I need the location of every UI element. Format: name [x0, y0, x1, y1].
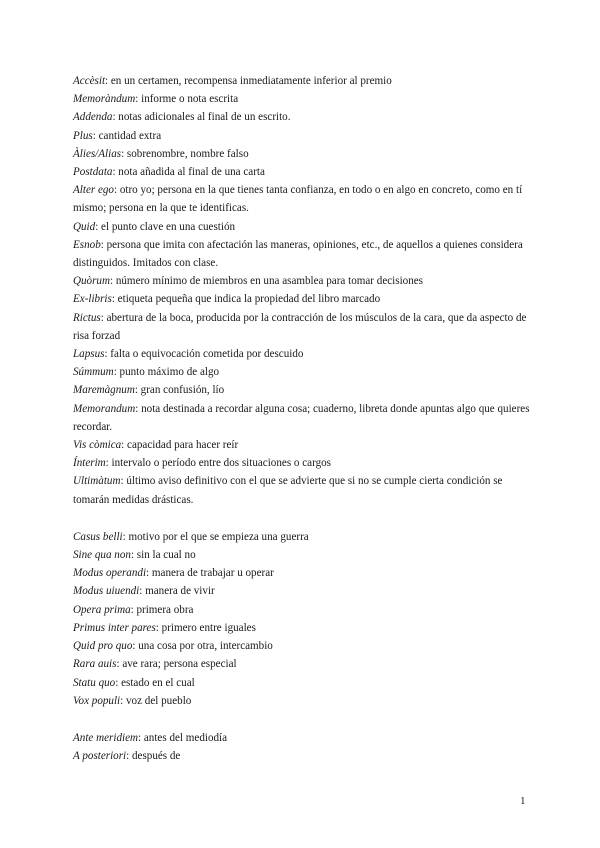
glossary-entry: [73, 655, 533, 673]
section-spacer: [73, 710, 533, 729]
entry-definition: : voz del pueblo: [120, 694, 192, 707]
entry-term: Maremàgnum: [73, 384, 135, 397]
entry-term: Alter ego: [73, 184, 114, 197]
glossary-entry: [73, 729, 533, 747]
glossary-entry: [73, 472, 533, 508]
entry-term: Memorandum: [73, 402, 136, 415]
glossary-entry: [73, 72, 533, 90]
entry-definition: : manera de vivir: [139, 585, 215, 598]
entry-term: Súmmum: [73, 366, 114, 379]
entry-definition: : el punto clave en una cuestión: [95, 220, 236, 233]
glossary-entry: [73, 546, 533, 564]
glossary-entry: [73, 145, 533, 163]
entry-definition: : intervalo o período entre dos situaciones o cargos: [105, 457, 331, 470]
entry-definition: : nota destinada a recordar alguna cosa; cuaderno, libreta donde apuntas algo que quieres recordar.: [73, 402, 530, 433]
entry-term: Ultimàtum: [73, 475, 121, 488]
entry-definition: : una cosa por otra, intercambio: [132, 640, 273, 653]
entry-term: Casus belli: [73, 530, 123, 543]
entry-definition: : antes del mediodía: [138, 731, 228, 744]
glossary-entry: [73, 345, 533, 363]
entry-definition: : último aviso definitivo con el que se advierte que si no se cumple cierta condición se tomarán medidas drásticas.: [73, 475, 503, 506]
glossary-entry: [73, 108, 533, 126]
entry-definition: : capacidad para hacer reír: [121, 439, 239, 452]
glossary-section-2: [73, 528, 533, 710]
glossary-entry: [73, 127, 533, 145]
entry-definition: : número mínimo de miembros en una asamblea para tomar decisiones: [109, 275, 423, 288]
glossary-entry: [73, 637, 533, 655]
entry-term: Esnob: [73, 238, 101, 251]
entry-term: Ante meridiem: [73, 731, 139, 744]
entry-term: Accèsit: [73, 75, 106, 87]
entry-term: Quid: [73, 220, 96, 233]
glossary-entry: [73, 363, 533, 381]
entry-definition: : ave rara; persona especial: [116, 658, 237, 671]
entry-term: Modus operandi: [73, 567, 147, 580]
glossary-entry: [73, 692, 533, 710]
entry-definition: : falta o equivocación cometida por descuido: [104, 348, 304, 361]
entry-term: Quòrum: [73, 275, 110, 288]
glossary-entry: [73, 381, 533, 399]
glossary-entry: [73, 454, 533, 472]
entry-definition: : abertura de la boca, producida por la contracción de los músculos de la cara, que da aspecto de risa forzad: [73, 311, 527, 342]
entry-definition: : informe o nota escrita: [135, 93, 239, 106]
entry-definition: : otro yo; persona en la que tienes tanta confianza, en todo o en algo en concreto, como en tí mismo; persona en la que te identificas.: [73, 184, 523, 215]
entry-term: Ex-libris: [73, 293, 112, 306]
entry-definition: : punto máximo de algo: [113, 366, 220, 379]
entry-definition: : notas adicionales al final de un escrito.: [112, 111, 291, 124]
entry-definition: : manera de trabajar u operar: [146, 567, 274, 580]
glossary-entry: [73, 272, 533, 290]
entry-term: Primus inter pares: [73, 621, 156, 634]
entry-definition: : etiqueta pequeña que indica la propiedad del libro marcado: [111, 293, 381, 306]
glossary-entry: [73, 90, 533, 108]
entry-definition: : estado en el cual: [115, 676, 195, 689]
glossary-entry: [73, 674, 533, 692]
glossary-content: [73, 72, 533, 765]
section-spacer: [73, 509, 533, 528]
page-number: 1: [520, 795, 526, 807]
entry-term: Vis còmica: [73, 439, 122, 452]
entry-definition: : nota añadida al final de una carta: [112, 166, 265, 179]
entry-definition: : gran confusión, lío: [134, 384, 225, 397]
entry-term: Addenda: [73, 111, 113, 124]
glossary-entry: [73, 163, 533, 181]
entry-term: Memoràndum: [73, 93, 136, 106]
glossary-entry: [73, 290, 533, 308]
entry-definition: : primera obra: [130, 603, 194, 616]
glossary-entry: [73, 309, 533, 345]
glossary-entry: [73, 528, 533, 546]
entry-term: Statu quo: [73, 676, 116, 689]
entry-term: Quid pro quo: [73, 640, 133, 653]
entry-definition: : después de: [126, 750, 181, 763]
glossary-entry: [73, 400, 533, 436]
glossary-entry: [73, 564, 533, 582]
glossary-entry: [73, 181, 533, 217]
entry-term: A posteriori: [73, 750, 127, 763]
entry-term: Opera prima: [73, 603, 131, 616]
entry-definition: : motivo por el que se empieza una guerra: [122, 530, 309, 543]
entry-definition: : persona que imita con afectación las maneras, opiniones, etc., de aquellos a quienes considera distinguidos. Imitados con clase.: [73, 238, 523, 270]
entry-definition: : en un certamen, recompensa inmediatamente inferior al premio: [105, 75, 392, 87]
entry-term: Plus: [73, 129, 93, 142]
glossary-entry: [73, 236, 533, 272]
glossary-entry: [73, 436, 533, 454]
entry-definition: : primero entre iguales: [155, 621, 256, 634]
entry-term: Rictus: [73, 311, 101, 324]
glossary-entry: [73, 582, 533, 600]
entry-term: Modus uiuendi: [73, 585, 140, 598]
glossary-entry: [73, 601, 533, 619]
entry-definition: : cantidad extra: [92, 129, 162, 142]
glossary-entry: [73, 218, 533, 236]
entry-term: Rara auis: [73, 658, 117, 671]
entry-term: Postdata: [73, 166, 113, 179]
entry-definition: : sobrenombre, nombre falso: [121, 147, 249, 160]
entry-term: Lapsus: [73, 348, 105, 361]
entry-term: Vox populi: [73, 694, 121, 707]
entry-term: Ínterim: [73, 457, 106, 470]
glossary-entry: [73, 747, 533, 765]
glossary-section-1: [73, 72, 533, 509]
entry-term: Àlies/Alias: [73, 147, 122, 160]
entry-definition: : sin la cual no: [130, 549, 196, 562]
glossary-entry: [73, 619, 533, 637]
entry-term: Sine qua non: [73, 549, 131, 562]
glossary-section-3: [73, 729, 533, 765]
